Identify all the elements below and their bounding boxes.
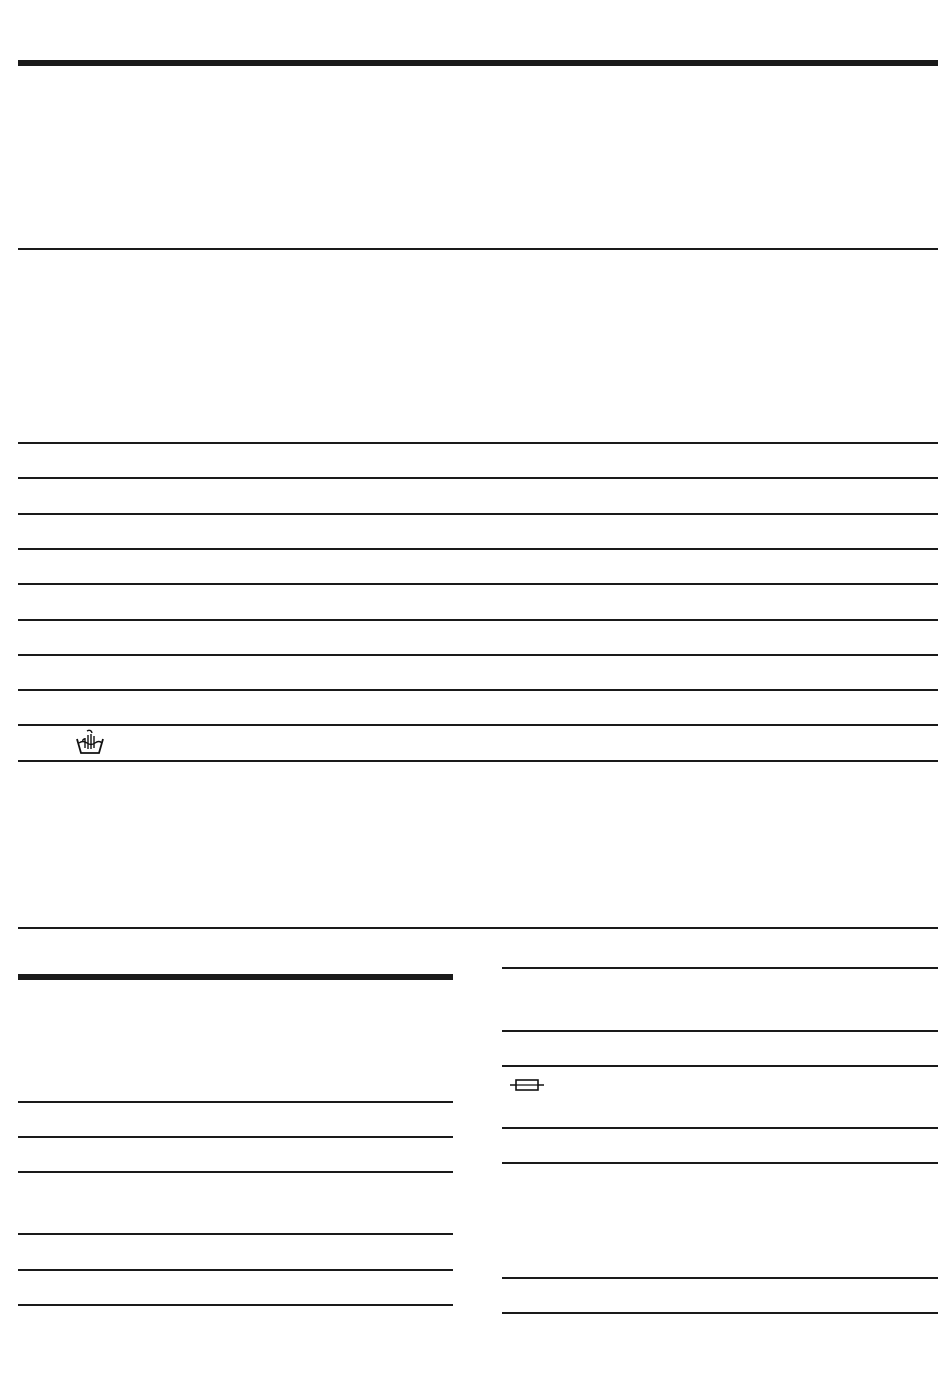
table-row-rule [502,1030,938,1032]
table-row-rule [502,1277,938,1279]
table-row-rule [18,477,938,479]
table-row-rule [18,1304,453,1306]
table-row-rule [502,967,938,969]
table-row-rule [18,1101,453,1103]
table-bottom-rule [18,927,938,929]
table-row-rule [18,724,938,726]
table-row-rule [502,1127,938,1129]
table-row-rule [18,689,938,691]
table-row-rule [18,1233,453,1235]
section-top-rule [18,60,938,66]
table-row-rule [18,654,938,656]
table-row-rule [18,1269,453,1271]
table-row-rule [18,760,938,762]
table-row-rule [18,619,938,621]
fuse-icon [510,1078,544,1092]
table-row-rule [18,583,938,585]
table-row-rule [18,548,938,550]
table-row-rule [18,1171,453,1173]
table-row-rule [502,1162,938,1164]
table-row-rule [502,1065,938,1067]
table-row-rule [18,1136,453,1138]
table-row-rule [502,1312,938,1314]
section-heading-rule [18,974,453,980]
table-row-rule [18,513,938,515]
hand-wash-basin-icon [74,728,106,756]
table-header-rule [18,248,938,250]
table-row-rule [18,442,938,444]
